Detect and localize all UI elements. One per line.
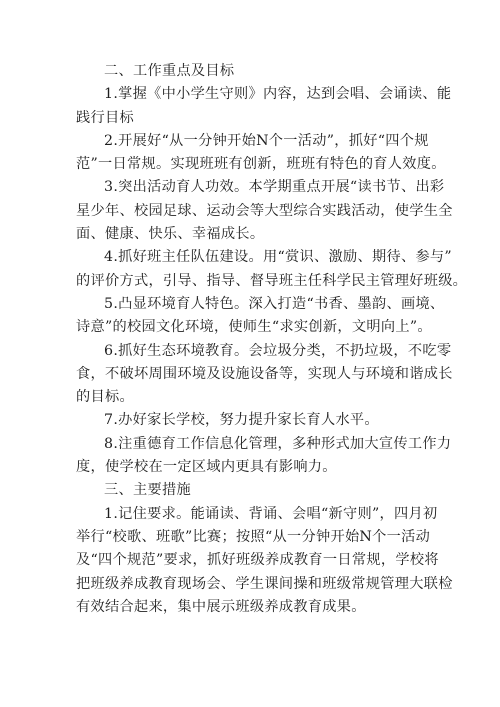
paragraph-line: 面、健康、快乐、幸福成长。 <box>76 226 265 243</box>
section-heading: 二、工作重点及目标 <box>104 63 235 79</box>
document-body <box>76 60 468 619</box>
paragraph-line: 1.记住要求。能诵读、背诵、会唱“新守则”，四月初 <box>104 505 438 522</box>
paragraph-line: 8.注重德育工作信息化管理，多种形式加大宣传工作力 <box>104 435 452 452</box>
paragraph-line: 践行目标 <box>76 109 134 126</box>
paragraph-line: 诗意”的校园文化环境，使师生“求实创新，文明向上”。 <box>76 319 432 336</box>
paragraph-line: 的目标。 <box>76 389 134 406</box>
paragraph-line: 3.突出活动育人功效。本学期重点开展“读书节、出彩 <box>104 179 445 196</box>
paragraph-line: 举行“校歌、班歌”比赛；按照“从一分钟开始N个一活动 <box>76 528 431 545</box>
paragraph-line: 1.掌握《中小学生守则》内容，达到会唱、会诵读、能 <box>104 86 452 103</box>
paragraph-line: 范”一日常规。实现班班有创新，班班有特色的育人效度。 <box>76 156 446 173</box>
paragraph-line: 食，不破坏周围环境及设施设备等，实现人与环境和谐成长 <box>76 365 453 382</box>
paragraph-line: 2.开展好“从一分钟开始N个一活动”，抓好“四个规 <box>104 132 429 149</box>
paragraph-line: 4.抓好班主任队伍建设。用“赏识、激励、期待、参与” <box>104 249 452 266</box>
paragraph-line: 7.办好家长学校，努力提升家长育人水平。 <box>104 412 379 429</box>
section-heading: 三、主要措施 <box>104 482 191 499</box>
paragraph-line: 的评价方式，引导、指导、督导班主任科学民主管理好班级。 <box>76 272 468 289</box>
paragraph-line: 星少年、校园足球、运动会等大型综合实践活动，使学生全 <box>76 202 453 219</box>
paragraph-line: 及“四个规范”要求，抓好班级养成教育一日常规，学校将 <box>76 552 439 569</box>
paragraph-line: 有效结合起来，集中展示班级养成教育成果。 <box>76 598 366 615</box>
paragraph-line: 度，使学校在一定区域内更具有影响力。 <box>76 459 337 476</box>
paragraph-line: 6.抓好生态环境教育。会垃圾分类，不扔垃圾，不吃零 <box>104 342 452 359</box>
paragraph-line: 5.凸显环境育人特色。深入打造“书香、墨韵、画境、 <box>104 295 445 312</box>
paragraph-line: 把班级养成教育现场会、学生课间操和班级常规管理大联检 <box>76 575 453 592</box>
